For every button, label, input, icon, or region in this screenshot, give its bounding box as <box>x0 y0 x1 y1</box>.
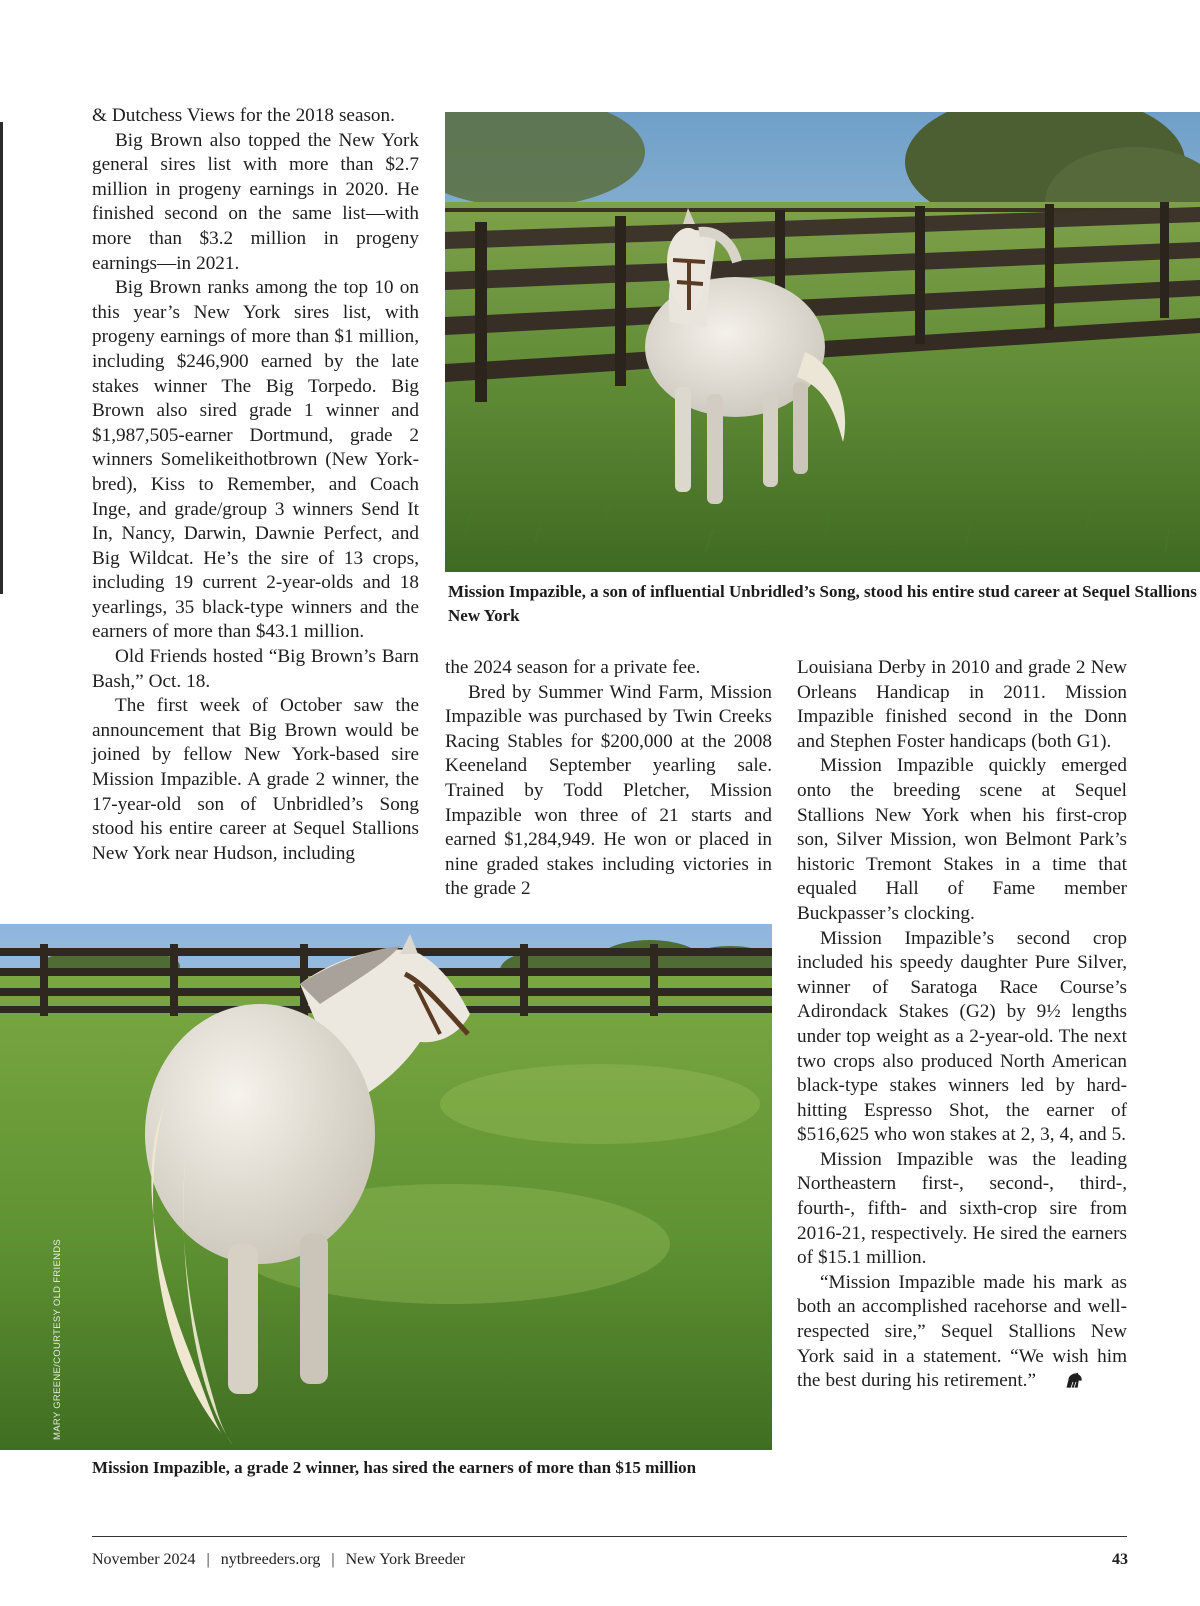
footer-info <box>92 1549 465 1571</box>
photo-credit: MARY GREENE/COURTESY OLD FRIENDS <box>52 1238 63 1440</box>
paragraph-final <box>797 1271 1127 1397</box>
photo-illustration <box>445 112 1200 572</box>
separator: | <box>206 1551 210 1568</box>
paragraph: & Dutchess Views for the 2018 season. <box>92 105 395 126</box>
footer-rule <box>92 1536 1127 1537</box>
photo-caption-top: Mission Impazible, a son of influential Unbridled’s Song, stood his entire stud career at Sequel Stallions New York <box>448 582 1197 625</box>
article-column-1 <box>92 104 419 866</box>
photo-caption-bottom: Mission Impazible, a grade 2 winner, has sired the earners of more than $15 million <box>92 1458 697 1477</box>
paragraph: Louisiana Derby in 2010 and grade 2 New Orleans Handicap in 2011. Mission Impazible finished second in the Donn and Stephen Foster handicaps (both G1). <box>797 657 1127 752</box>
photo-horse-in-paddock <box>0 924 772 1450</box>
horse-head-icon <box>1042 1372 1083 1397</box>
paragraph: Old Friends hosted “Big Brown’s Barn Bash,” Oct. 18. <box>92 646 419 692</box>
left-edge-bar <box>0 122 3 594</box>
paragraph: Bred by Summer Wind Farm, Mission Impazible was purchased by Twin Creeks Racing Stables for $200,000 at the 2008 Keeneland September yearling sale. Trained by Todd Pletcher, Mission Impazible won three of 21 starts and earned $1,284,949. He won or placed in nine graded stakes including victories in the grade 2 <box>445 681 772 900</box>
issue-date: November 2024 <box>92 1551 196 1568</box>
final-paragraph-text: “Mission Impazible made his mark as both an accomplished racehorse and well-respected sire,” Sequel Stallions New York said in a statement. “We wish him the best during his retirement.” <box>797 1271 1127 1392</box>
paragraph: Mission Impazible’s second crop included his speedy daughter Pure Silver, winner of Saratoga Race Course’s Adirondack Stakes (G2) by 9½ lengths under top weight as a 2-year-old. The next two crops also produced North American black-type stakes winners led by hard-hitting Espresso Shot, the earner of $516,625 who won stakes at 2, 3, 4, and 5. <box>797 927 1127 1146</box>
paragraph: The first week of October saw the announcement that Big Brown would be joined by fellow New York-based sire Mission Impazible. A grade 2 winner, the 17-year-old son of Unbridled’s Song stood his entire career at Sequel Stallions New York near Hudson, including <box>92 695 419 864</box>
paragraph: Big Brown also topped the New York general sires list with more than $2.7 million in progeny earnings in 2020. He finished second on the same list—with more than $3.2 million in progeny earnings—in 2021. <box>92 129 419 274</box>
article-column-3 <box>797 656 1127 1397</box>
paragraph: the 2024 season for a private fee. <box>445 657 701 678</box>
photo-illustration <box>0 924 772 1450</box>
paragraph: Mission Impazible quickly emerged onto the breeding scene at Sequel Stallions New York when his first-crop son, Silver Mission, won Belmont Park’s historic Tremont Stakes in a time that equaled Hall of Fame member Buckpasser’s clocking. <box>797 755 1127 924</box>
paragraph: Mission Impazible was the leading Northeastern first-, second-, third-, fourth-, fifth- and sixth-crop sire from 2016-21, respectively. He sired the earners of $15.1 million. <box>797 1148 1127 1269</box>
page-number: 43 <box>1112 1551 1128 1568</box>
article-column-2 <box>445 656 772 902</box>
publication-name: New York Breeder <box>345 1551 466 1568</box>
website-link[interactable]: nytbreeders.org <box>220 1551 321 1568</box>
paragraph: Big Brown ranks among the top 10 on this year’s New York sires list, with progeny earnings of more than $1 million, including $246,900 earned by the late stakes winner The Big Torpedo. Big Brown also sired grade 1 winner and $1,987,505-earner Dortmund, grade 2 winners Somelikeithotbrown (New York-bred), Kiss to Remember, and Coach Inge, and grade/group 3 winners Send It In, Nancy, Darwin, Dawnie Perfect, and Big Wildcat. He’s the sire of 13 crops, including 19 current 2-year-olds and 18 yearlings, 35 black-type winners and the earners of more than $43.1 million. <box>92 277 419 643</box>
separator: | <box>331 1551 335 1568</box>
photo-horse-at-fence <box>445 112 1200 572</box>
